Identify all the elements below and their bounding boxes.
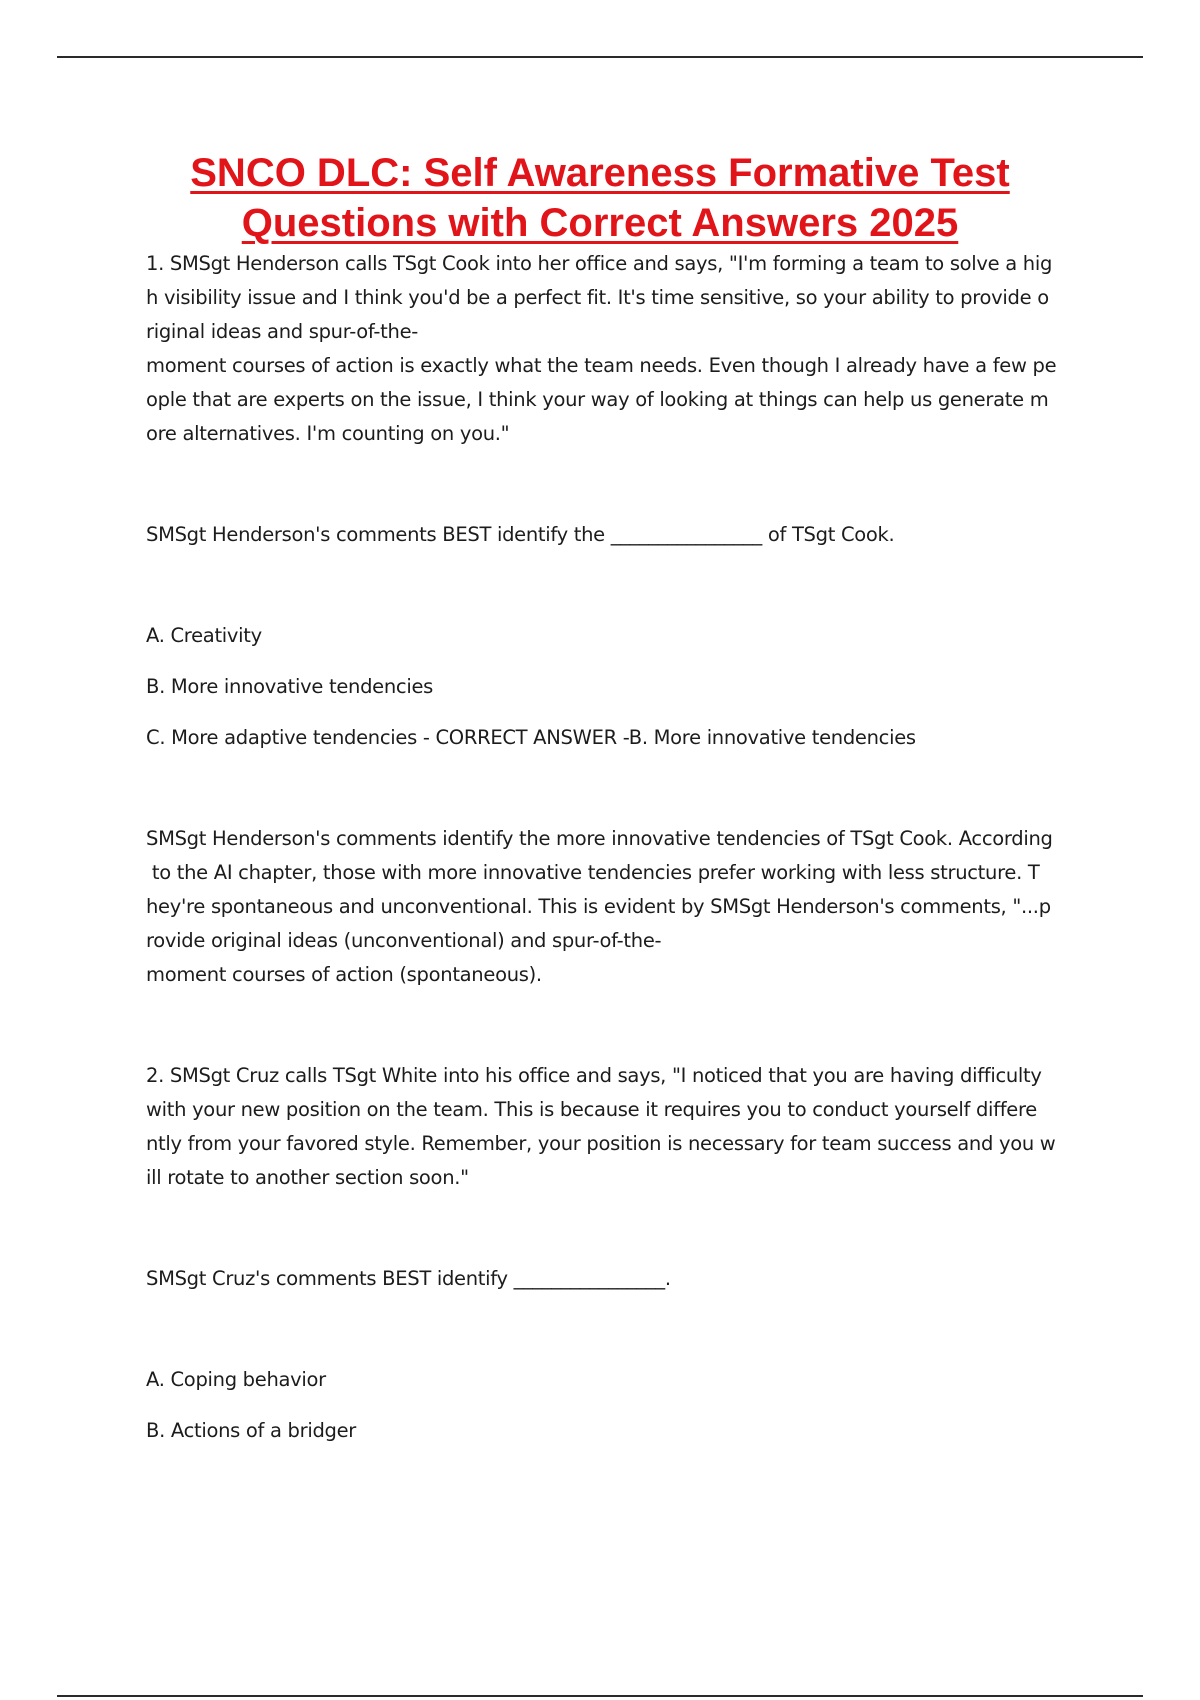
stem-line: with your new position on the team. This is because it requires you to conduct yourself differe	[146, 1098, 1037, 1121]
question-1-prompt: SMSgt Henderson's comments BEST identify the ________________ of TSgt Cook.	[146, 523, 895, 546]
stem-line: ntly from your favored style. Remember, your position is necessary for team success and you w	[146, 1132, 1056, 1155]
stem-line: ore alternatives. I'm counting on you."	[146, 422, 510, 445]
stem-line: moment courses of action is exactly what the team needs. Even though I already have a few pe	[146, 354, 1057, 377]
question-1	[146, 247, 1090, 992]
question-2-option-a: A. Coping behavior	[146, 1368, 326, 1391]
title-line-1: SNCO DLC: Self Awareness Formative Test	[190, 151, 1010, 195]
question-1-explanation	[146, 822, 1090, 992]
question-2-stem	[146, 1059, 1090, 1195]
document-title	[100, 148, 1100, 248]
stem-line: riginal ideas and spur-of-the-	[146, 320, 419, 343]
explanation-line: to the AI chapter, those with more innovative tendencies prefer working with less structure. T	[146, 861, 1040, 884]
question-1-option-c: C. More adaptive tendencies - CORRECT ANSWER -B. More innovative tendencies	[146, 726, 916, 749]
question-2-prompt: SMSgt Cruz's comments BEST identify ________________.	[146, 1267, 671, 1290]
explanation-line: moment courses of action (spontaneous).	[146, 963, 542, 986]
explanation-line: SMSgt Henderson's comments identify the more innovative tendencies of TSgt Cook. According	[146, 827, 1053, 850]
question-2-option-b: B. Actions of a bridger	[146, 1419, 357, 1442]
document-body	[146, 247, 1090, 1448]
explanation-line: hey're spontaneous and unconventional. This is evident by SMSgt Henderson's comments, "...p	[146, 895, 1051, 918]
title-line-2: Questions with Correct Answers 2025	[241, 201, 959, 245]
stem-line: ill rotate to another section soon."	[146, 1166, 469, 1189]
explanation-line: rovide original ideas (unconventional) and spur-of-the-	[146, 929, 662, 952]
question-1-stem	[146, 247, 1090, 451]
stem-line: ople that are experts on the issue, I think your way of looking at things can help us generate m	[146, 388, 1049, 411]
bottom-rule	[57, 1695, 1143, 1697]
top-rule	[57, 56, 1143, 58]
stem-line: 1. SMSgt Henderson calls TSgt Cook into her office and says, "I'm forming a team to solve a hig	[146, 252, 1053, 275]
stem-line: h visibility issue and I think you'd be a perfect fit. It's time sensitive, so your ability to provide o	[146, 286, 1049, 309]
question-2	[146, 1059, 1090, 1448]
question-1-option-a: A. Creativity	[146, 624, 262, 647]
question-1-option-b: B. More innovative tendencies	[146, 675, 433, 698]
stem-line: 2. SMSgt Cruz calls TSgt White into his office and says, "I noticed that you are having difficulty	[146, 1064, 1042, 1087]
